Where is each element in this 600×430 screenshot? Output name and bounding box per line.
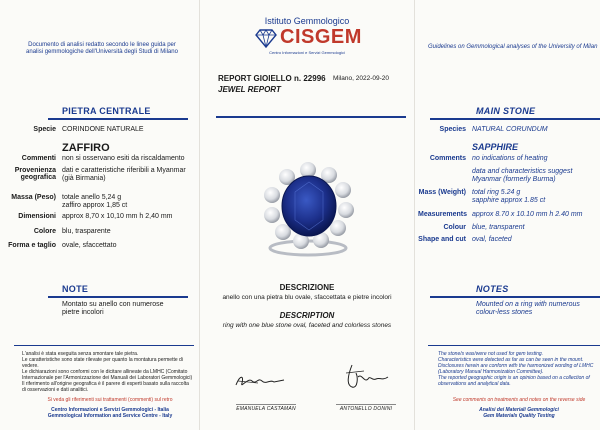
right-footer: Analisi dei Materiali Gemmologici Gem Materials Quality Testing [479,407,559,419]
right-header: Guidelines on Gemmological analyses of the University of Milan [428,44,598,50]
logo-subtitle: Centro Informazioni e Servizi Gemmologici [269,50,345,55]
value-massa: totale anello 5,24 g zaffiro approx 1,85 ct [62,194,128,209]
value-species: NATURAL CORUNDUM [472,126,548,133]
label-dimensioni: Dimensioni [18,213,56,220]
value-colour: blue, transparent [472,224,525,231]
report-place-date: Milano, 2022-09-20 [333,75,390,82]
signature-castaman [232,371,288,391]
right-note-rule [430,296,600,298]
left-section-title: PIETRA CENTRALE [62,106,151,116]
signature-donini [342,363,392,391]
right-note-title: NOTES [476,284,509,294]
label-forma: Forma e taglio [8,242,56,249]
label-measurements: Measurements [418,211,468,218]
right-section-title: MAIN STONE [476,106,536,116]
left-note-text: Montato su anello con numerose pietre incolori [62,301,164,316]
value-shape: oval, faceted [472,236,512,243]
report-type: REPORT GIOIELLO n. [218,74,302,83]
left-disclaimer: L'analisi è stata eseguita senza smontare tale pietra. Le caratteristiche sono state rilevate per quanto la montatura permette di vedere. Le dichiarazioni sono conformi con le dicitare allineate da LMHC (Comitato Internazionale per l'Armonizzazione dei Manuali dei Laboratori Gemmologici) Il riferimento all'origine geografica è il parere di esperti basato sulla raccolta di osservazioni e dati analitici. [22,351,193,393]
value-colore: blu, trasparente [62,228,111,235]
label-comments: Comments [429,155,466,162]
right-title-rule [430,118,600,120]
label-colore: Colore [33,228,56,235]
right-disclaimer-rule [428,345,600,346]
label-specie: Specie [33,126,56,133]
descr-title-en: DESCRIPTION [279,311,335,320]
sapphire-stone [282,176,336,236]
label-shape: Shape and cut [418,236,466,243]
label-species: Species [439,126,466,133]
value-comments: no indications of heating [472,155,548,162]
value-measurements: approx 8.70 x 10.10 mm h 2.40 mm [472,211,583,218]
right-see-rear: See comments on treatments and notes on the reverse side [452,397,586,403]
left-note-title: NOTE [62,284,89,294]
diamond-logo-icon [254,27,278,49]
logo-text: CISGEM [280,26,362,48]
report-rule [216,116,406,118]
right-note-text: Mounted on a ring with numerous colour-less stones [476,301,580,316]
descr-title: DESCRIZIONE [279,283,335,292]
right-disclaimer: The stone/s was/were not used for gem testing. Characteristics were detected as far as can be seen in the mount. Disclosures herein are conform with the harmonized wording of LMHC (Laboratory Manual Harmonization Committee). The reported geographic origin is an opinion based on a collection of observations and analytical data. [438,351,594,387]
descr-text: anello con una pietra blu ovale, sfaccettata e pietre incolori [222,294,392,301]
descr-text-en: ring with one blue stone oval, faceted and colorless stones [222,322,392,329]
right-variety: SAPPHIRE [472,142,519,152]
report-label [218,74,326,83]
value-forma: ovale, sfaccettato [62,242,117,249]
value-dimensioni: approx 8,70 x 10,10 mm h 2,40 mm [62,213,173,220]
value-commenti: non si osservano esiti da riscaldamento [62,155,185,162]
institute-name: Istituto Gemmologico [264,16,350,26]
label-provenienza: Provenienza geografica [14,167,56,181]
value-specie: CORINDONE NATURALE [62,126,144,133]
ring-photo [243,160,373,258]
value-mass: total ring 5.24 g sapphire approx 1.85 ct [472,189,546,204]
left-title-rule [48,118,188,120]
sig-line-1 [236,404,296,405]
report-title-en: JEWEL REPORT [218,85,281,94]
report-number: 22996 [303,74,326,83]
value-provenienza: dati e caratteristiche riferibili a Myanmar (già Birmania) [62,167,186,182]
signatory-2: ANTONELLO DONINI [339,406,393,412]
signatory-1: EMANUELA CASTAMAN [236,406,296,412]
left-header: Documento di analisi redatto secondo le linee guida per analisi gemmologiche dell'Università degli Studi di Milano [26,42,178,55]
label-colour: Colour [443,224,466,231]
label-mass: Mass (Weight) [418,189,466,196]
label-commenti: Commenti [21,155,56,162]
cisgem-logo [254,26,366,50]
fold-line-left [199,0,200,430]
sig-line-2 [336,404,396,405]
left-variety: ZAFFIRO [62,142,110,154]
value-origin: data and characteristics suggest Myanmar (formerly Burma) [472,168,573,183]
left-note-rule [48,296,188,298]
left-footer: Centro Informazioni e Servizi Gemmologici - Italia Gemmological Information and Service Centre - Italy [47,407,173,419]
fold-line-right [414,0,415,430]
left-see-rear: Si veda gli riferimenti sui trattamenti (commenti) sul retro [47,397,173,403]
label-massa: Massa (Peso) [11,194,56,201]
left-disclaimer-rule [14,345,194,346]
